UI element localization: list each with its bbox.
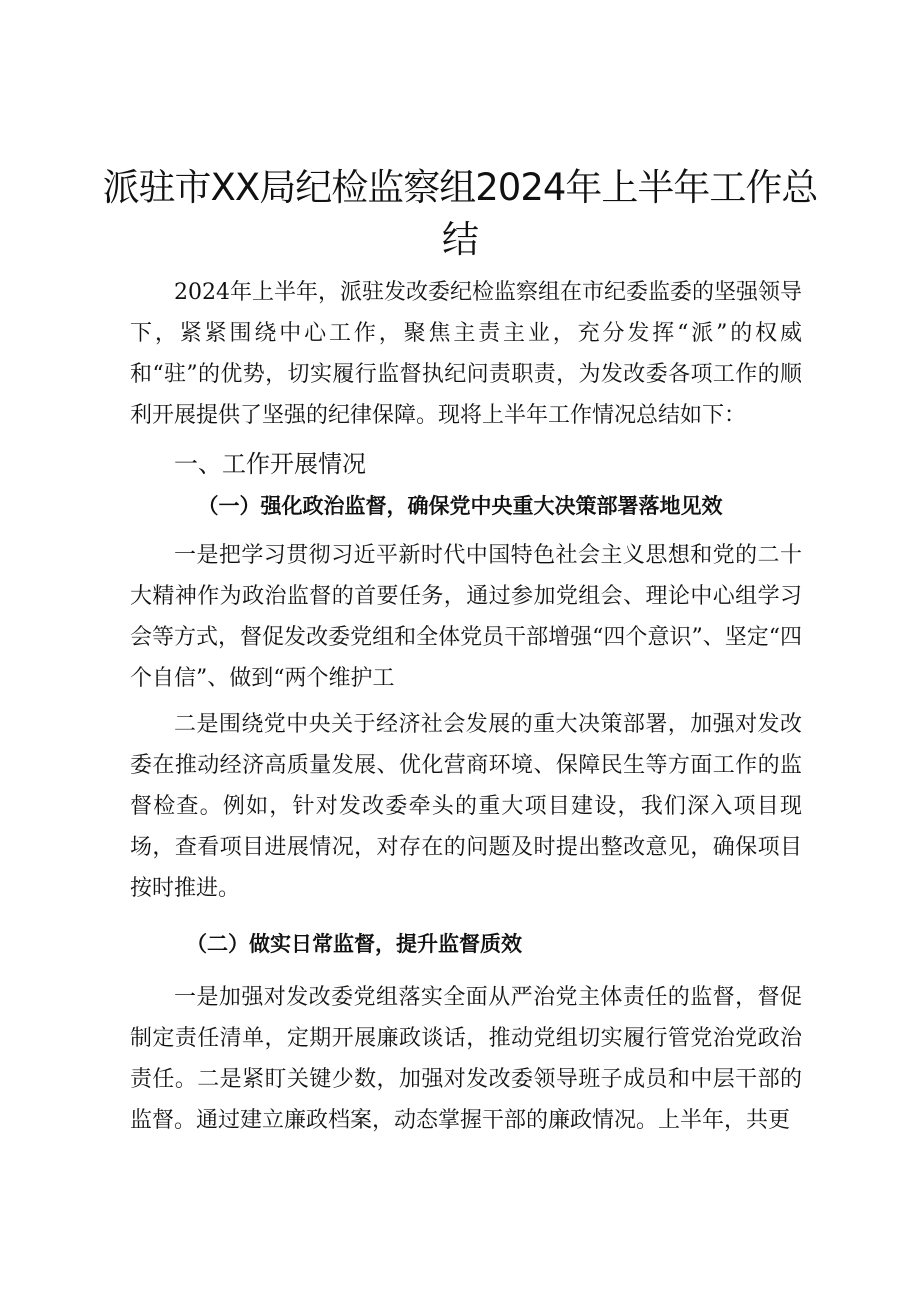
section-heading-work-status: 一、工作开展情况 bbox=[174, 450, 366, 478]
document-title: 派驻市XX局纪检监察组2024年上半年工作总结 bbox=[102, 166, 818, 261]
subsection-heading-political-supervision: （一）强化政治监督，确保党中央重大决策部署落地见效 bbox=[197, 493, 723, 518]
paragraph-major-decisions: 二是围绕党中央关于经济社会发展的重大决策部署，加强对发改委在推动经济高质量发展、优化营商环境、保障民生等方面工作的监督检查。例如，针对发改委牵头的重大项目建设，我们深入项目现场，查看项目进展情况，对存在的问题及时提出整改意见，确保项目按时推进。 bbox=[130, 712, 802, 901]
subsection-heading-daily-supervision: （二）做实日常监督，提升监督质效 bbox=[186, 931, 522, 956]
intro-paragraph: 2024年上半年，派驻发改委纪检监察组在市纪委监委的坚强领导下，紧紧围绕中心工作，聚焦主责主业，充分发挥“派”的权威和“驻”的优势，切实履行监督执纪问责职责，为发改委各项工作的顺利开展提供了坚强的纪律保障。现将上半年工作情况总结如下： bbox=[130, 280, 802, 428]
paragraph-daily-supervision: 一是加强对发改委党组落实全面从严治党主体责任的监督，督促制定责任清单，定期开展廉政谈话，推动党组切实履行管党治党政治责任。二是紧盯关键少数，加强对发改委领导班子成员和中层干部的监督。通过建立廉政档案，动态掌握干部的廉政情况。上半年，共更 bbox=[130, 985, 802, 1133]
paragraph-political-study: 一是把学习贯彻习近平新时代中国特色社会主义思想和党的二十大精神作为政治监督的首要任务，通过参加党组会、理论中心组学习会等方式，督促发改委党组和全体党员干部增强“四个意识”、坚定“四个自信”、做到“两个维护工 bbox=[130, 543, 802, 691]
